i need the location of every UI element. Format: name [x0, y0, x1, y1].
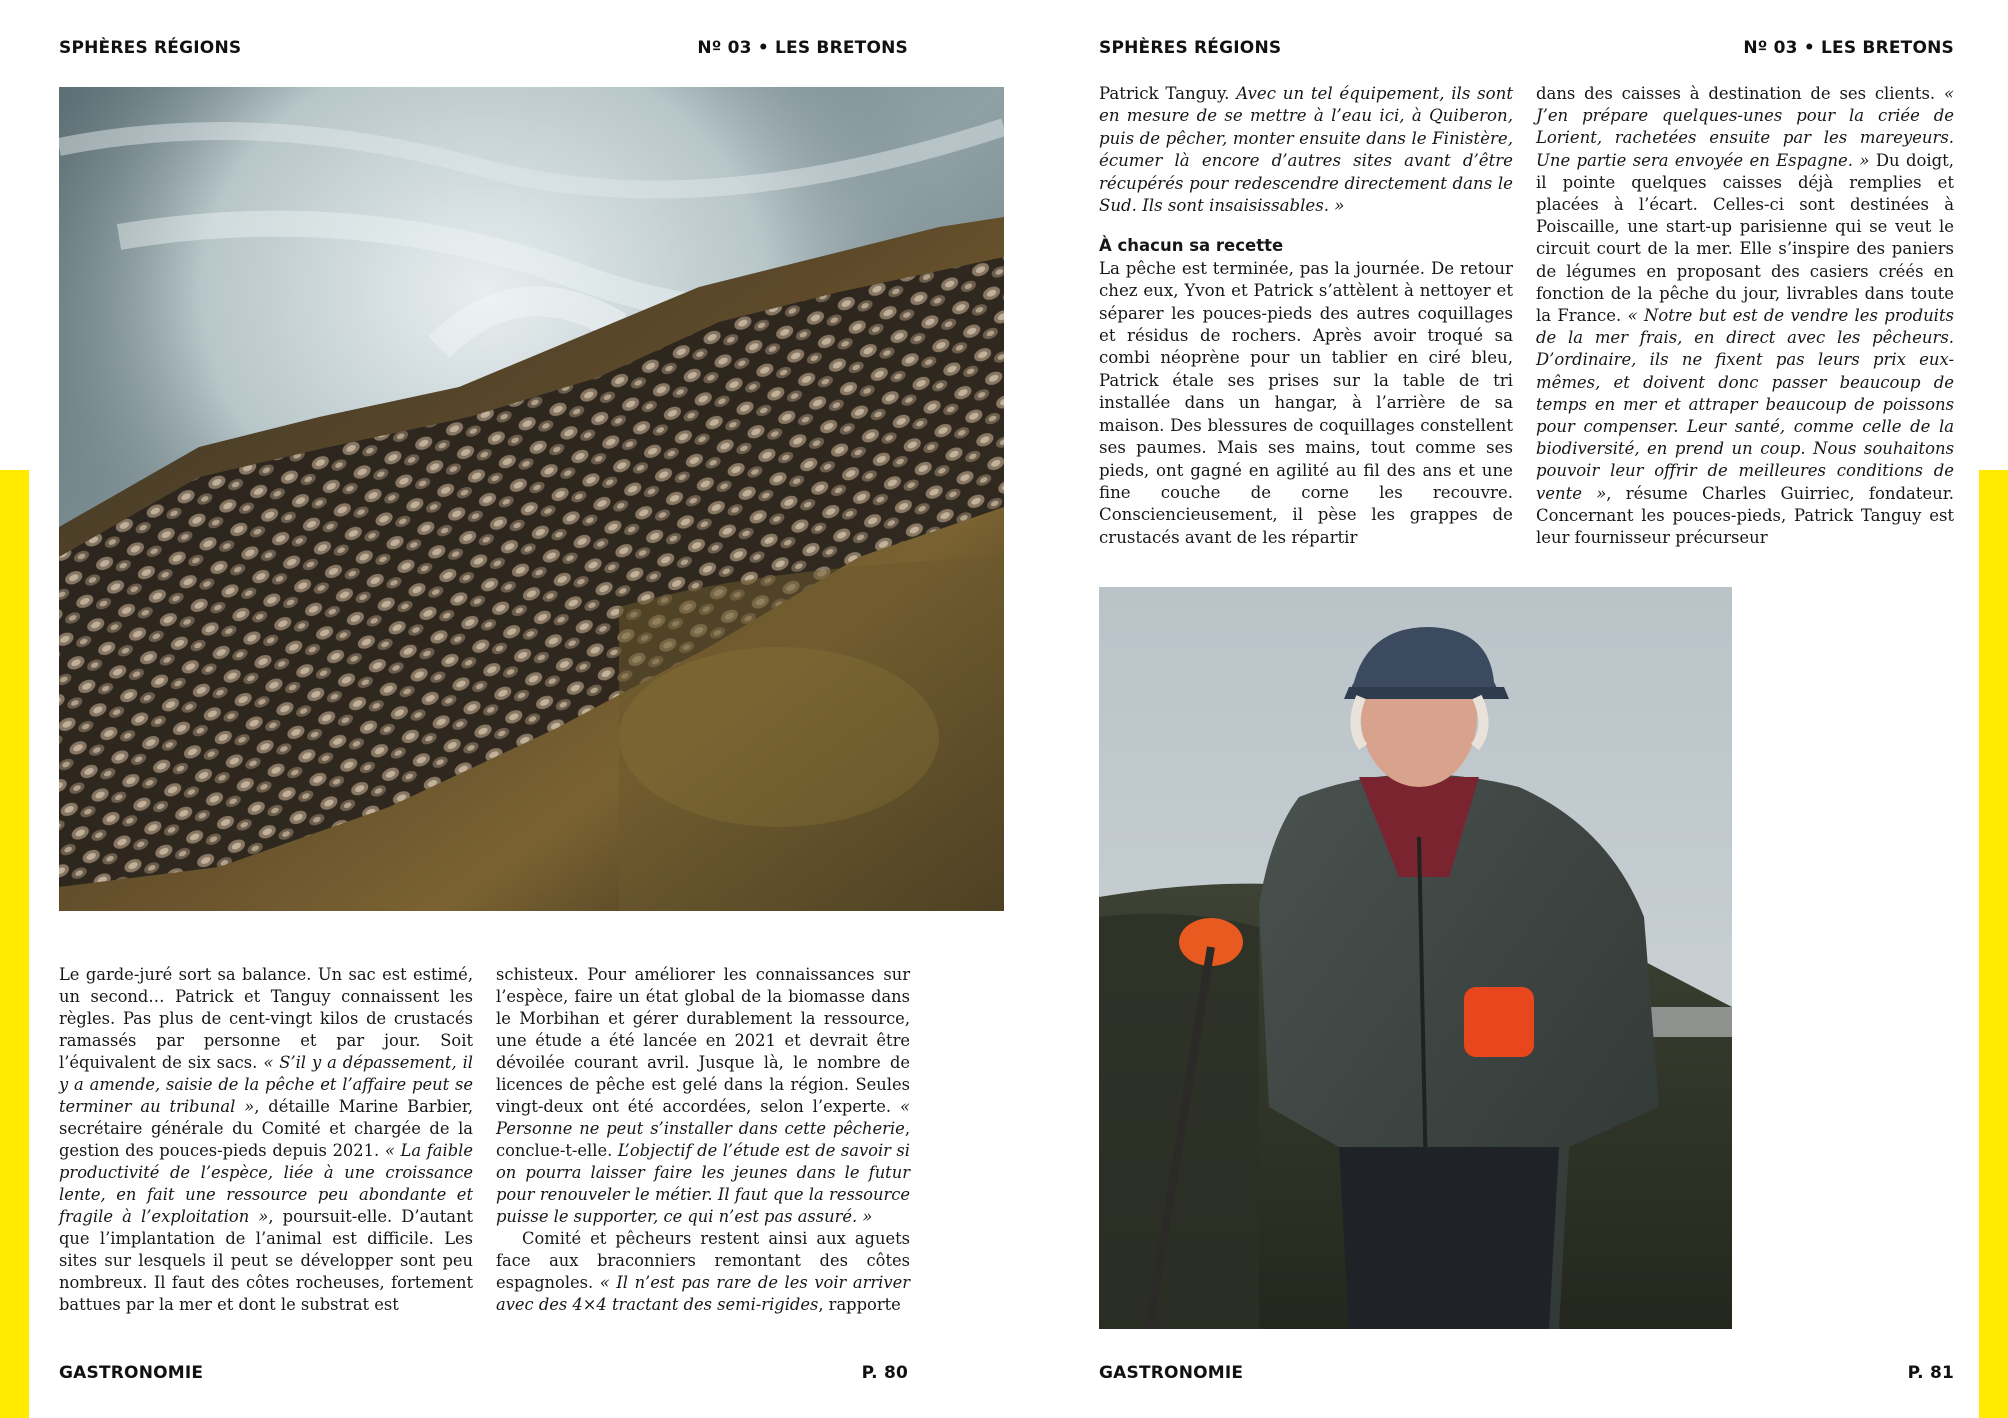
header-left-section: SPHÈRES RÉGIONS	[59, 38, 242, 58]
left-column-2	[496, 964, 910, 1316]
right-column-2	[1536, 83, 1954, 549]
header-issue: Nº 03 • LES BRETONS	[697, 38, 908, 58]
right-page	[1004, 0, 2008, 1418]
quote-run: Avec un tel équipement, ils sont en mesure de se mettre à l’eau ici, à Quiberon, puis de pêcher, monter ensuite dans le Finistère, écumer là encore d’autres sites avant d’être récupérés pour redescendre directement dans le Sud. Ils sont insaisissables. »	[1099, 84, 1513, 216]
footer-section: GASTRONOMIE	[59, 1363, 204, 1383]
quote-run: « Notre but est de vendre les produits de la mer frais, en direct avec les pêcheurs. D’ordinaire, ils ne fixent pas leurs prix eux-mêmes, et doivent donc passer beaucoup de temps en mer et attraper beaucoup de poissons pour compenser. Leur santé, comme celle de la biodiversité, en prend un coup. Nous souhaitons pouvoir leur offrir de meilleures conditions de vente »	[1536, 306, 1954, 503]
text-run: Du doigt, il pointe quelques caisses déjà remplies et placées à l’écart. Celles-ci sont destinées à Poiscaille, une start-up parisienne qui se veut le circuit court de la mer. Elle s’inspire des paniers de légumes en proposant des casiers créés en fonction de la pêche du jour, livrables dans toute la France.	[1536, 150, 1954, 326]
text-run: schisteux. Pour améliorer les connaissances sur l’espèce, faire un état global de la biomasse dans le Morbihan et gérer durablement la ressource, une étude a été lancée en 2021 et devrait être dévoilée courant avril. Jusque là, le nombre de licences de pêche est gelé dans la région. Seules vingt-deux ont été accordées, selon l’experte.	[496, 965, 910, 1116]
paragraph	[1099, 258, 1513, 549]
text-run: , poursuit-elle. D’autant que l’implantation de l’animal est difficile. Les sites sur lesquels il peut se développer sont peu nombreux. Il faut des côtes rocheuses, fortement battues par la mer et dont le substrat est	[59, 1207, 474, 1314]
quote-run: « J’en prépare quelques-unes pour la criée de Lorient, rachetées ensuite par les mareyeurs. Une partie sera envoyée en Espagne. »	[1536, 84, 1954, 170]
text-run: Le garde-juré sort sa balance. Un sac est estimé, un second… Patrick et Tanguy connaissent les règles. Pas plus de cent-vingt kilos de crustacés ramassés par personne et par jour. Soit l’équivalent de six sacs.	[59, 965, 473, 1072]
paragraph	[496, 1228, 910, 1316]
quote-run: L’objectif de l’étude est de savoir si on pourra laisser faire les jeunes dans le futur pour renouveler le métier. Il faut que la ressource puisse le supporter, ce qui n’est pas assuré. »	[496, 1141, 910, 1226]
header-issue: Nº 03 • LES BRETONS	[1743, 38, 1954, 58]
paragraph	[59, 964, 473, 1316]
text-run: , résume Charles Guirriec, fondateur. Concernant les pouces-pieds, Patrick Tanguy est leur fournisseur précurseur	[1536, 483, 1954, 548]
footer-section: GASTRONOMIE	[1099, 1363, 1244, 1383]
quote-run: « La faible productivité de l’espèce, liée à une croissance lente, en fait une ressource peu abondante et fragile à l’exploitation »	[59, 1141, 473, 1226]
quote-run: « Personne ne peut s’installer dans cette pêcherie	[496, 1097, 910, 1138]
paragraph	[1536, 83, 1954, 549]
barnacles-photo	[59, 87, 1004, 911]
text-run: dans des caisses à destination de ses clients.	[1536, 84, 1944, 103]
quote-run: « S’il y a dépassement, il y a amende, saisie de la pêche et l’affaire peut se terminer au tribunal »	[59, 1053, 473, 1116]
page-number: P. 80	[861, 1363, 908, 1383]
yellow-edge-bar-left	[0, 470, 29, 1418]
left-column-1	[59, 964, 473, 1316]
right-column-1	[1099, 83, 1513, 549]
text-run: , conclue-t-elle.	[496, 1119, 910, 1160]
header-left-section: SPHÈRES RÉGIONS	[1099, 38, 1282, 58]
barnacles-rock-image	[59, 87, 1004, 911]
text-run: , rapporte	[818, 1295, 901, 1314]
text-run: La pêche est terminée, pas la journée. De retour chez eux, Yvon et Patrick s’attèlent à nettoyer et séparer les pouces-pieds des autres coquillages et résidus de rochers. Après avoir troqué sa combi néoprène pour un tablier en ciré bleu, Patrick étale ses prises sur la table de tri installée dans un hangar, à l’arrière de sa maison. Des blessures de coquillages constellent ses paumes. Mais ses mains, tout comme ses pieds, ont gagné en agilité au fil des ans et une fine couche de corne les recouvre. Consciencieusement, il pèse les grappes de crustacés avant de les répartir	[1099, 258, 1513, 547]
text-run: Patrick Tanguy.	[1099, 84, 1237, 103]
text-run: Comité et pêcheurs restent ainsi aux aguets face aux braconniers remontant des côtes espagnoles.	[496, 1229, 910, 1292]
subheading: À chacun sa recette	[1099, 236, 1284, 256]
page-number: P. 81	[1907, 1363, 1954, 1383]
paragraph	[496, 964, 910, 1228]
text-run: , détaille Marine Barbier, secrétaire générale du Comité et chargée de la gestion des pouces-pieds depuis 2021.	[59, 1097, 474, 1160]
fisherman-portrait-photo	[1099, 587, 1732, 1329]
fisherman-portrait-image	[1099, 587, 1732, 1329]
yellow-edge-bar-right	[1979, 470, 2008, 1418]
paragraph	[1099, 83, 1513, 217]
quote-run: « Il n’est pas rare de les voir arriver avec des 4×4 tractant des semi-rigides	[496, 1273, 910, 1314]
